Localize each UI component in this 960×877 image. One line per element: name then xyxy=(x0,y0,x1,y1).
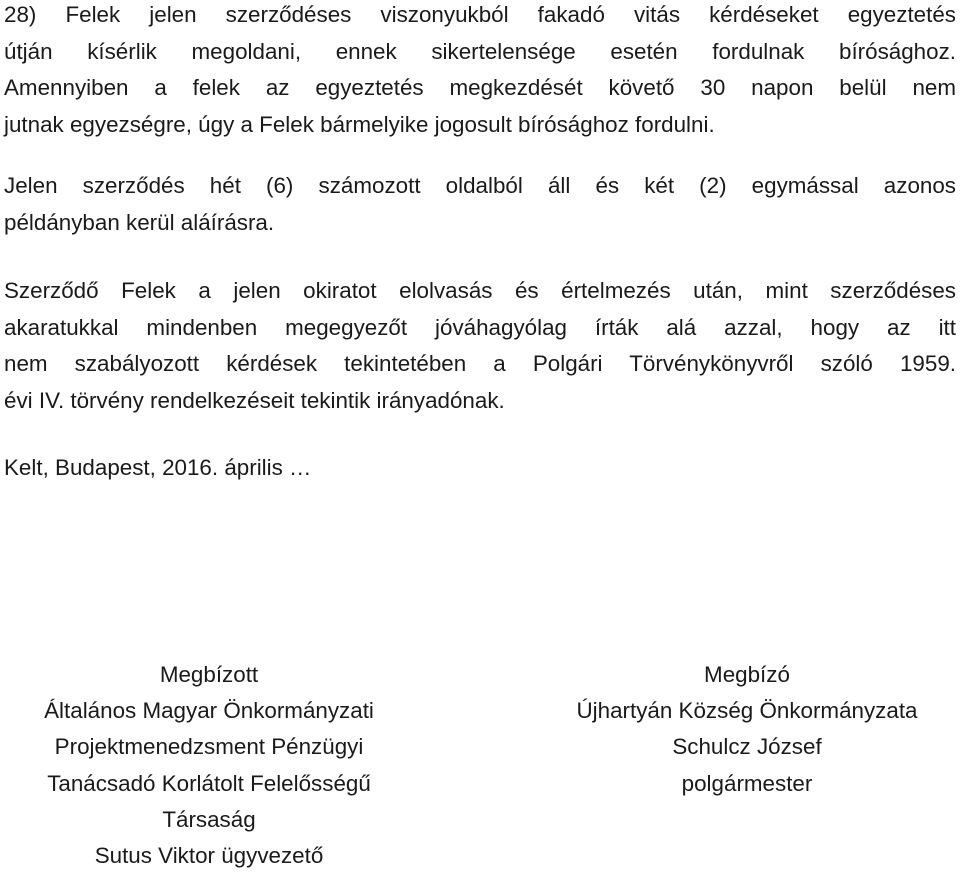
date-line: Kelt, Budapest, 2016. április … xyxy=(4,455,312,480)
signature-line: Társaság xyxy=(162,806,256,832)
paragraph-line: Jelen szerződés hét (6) számozott oldalból áll és két (2) egymással azonos xyxy=(4,173,956,198)
signature-line: Újhartyán Község Önkormányzata xyxy=(576,698,918,724)
acceptance-clause-paragraph xyxy=(4,273,956,419)
paragraph-line: jutnak egyezségre, úgy a Felek bármelyike jogosult bírósághoz fordulni. xyxy=(4,111,715,137)
signature-block-left xyxy=(4,657,414,874)
signature-line: Projektmenedzsment Pénzügyi xyxy=(54,734,364,760)
signature-line: Sutus Viktor ügyvezető xyxy=(94,843,324,869)
paragraph-line: évi IV. törvény rendelkezéseit tekintik irányadónak. xyxy=(4,387,505,413)
paragraph-line: példányban kerül aláírásra. xyxy=(4,209,275,235)
signature-block-right xyxy=(540,657,954,802)
date-line-paragraph xyxy=(4,450,956,487)
paragraph-line: 28) Felek jelen szerződéses viszonyukból fakadó vitás kérdéseket egyeztetés xyxy=(4,2,956,27)
paragraph-line: nem szabályozott kérdések tekintetében a Polgári Törvénykönyvről szóló 1959. xyxy=(4,351,956,377)
signature-role: Megbízó xyxy=(704,662,790,687)
paragraph-line: útján kísérlik megoldani, ennek sikertelensége esetén fordulnak bírósághoz. xyxy=(4,38,956,64)
signature-line: Általános Magyar Önkormányzati xyxy=(44,698,374,724)
paragraph-line: akaratukkal mindenben megegyezőt jóváhagyólag írták alá azzal, hogy az itt xyxy=(4,314,956,340)
paragraph-line: Szerződő Felek a jelen okiratot elolvasás és értelmezés után, mint szerződéses xyxy=(4,278,956,303)
pages-clause-paragraph xyxy=(4,168,956,241)
paragraph-line: Amennyiben a felek az egyeztetés megkezdését követő 30 napon belül nem xyxy=(4,75,956,101)
signature-line: Schulcz József xyxy=(672,734,822,760)
dispute-clause-paragraph xyxy=(4,0,956,143)
signature-line: Tanácsadó Korlátolt Felelősségű xyxy=(47,770,371,796)
signature-line: polgármester xyxy=(681,770,813,796)
signature-role: Megbízott xyxy=(159,662,259,687)
